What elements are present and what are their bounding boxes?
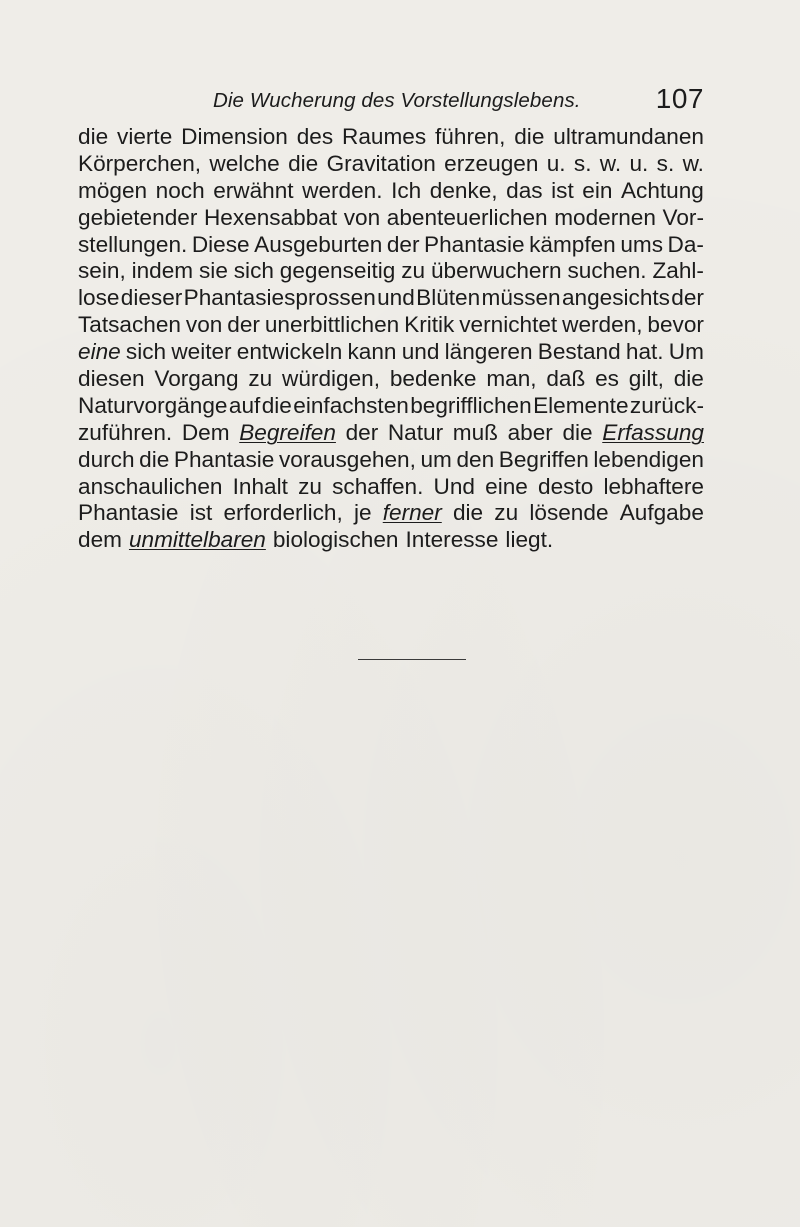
text-line-12 — [78, 420, 704, 447]
word: hat. — [625, 339, 664, 365]
word: weiter — [171, 339, 232, 365]
word: die — [562, 419, 593, 445]
word: werden, — [562, 312, 643, 338]
word: Blüten — [416, 285, 481, 311]
word: die — [514, 124, 545, 149]
emphasis-eine: eine — [78, 339, 121, 365]
word: desto — [538, 473, 594, 499]
word: begrifflichen — [410, 392, 532, 418]
word: die — [452, 500, 484, 526]
word: Zahl- — [652, 258, 704, 284]
word: ist — [551, 177, 574, 203]
text-line-7 — [78, 285, 704, 312]
emphasis-unmittelbaren: unmittelbaren — [128, 527, 266, 553]
running-head — [78, 83, 704, 118]
word: Phantasie — [173, 446, 275, 472]
word: werden. — [302, 177, 383, 203]
word: es — [595, 366, 619, 392]
word: sich — [125, 339, 167, 365]
text-line-15 — [78, 500, 704, 527]
text-line-6 — [78, 258, 704, 285]
word: liegt. — [505, 527, 554, 553]
word: Tatsachen — [78, 312, 181, 338]
word: bevor — [647, 312, 704, 338]
word: einfachsten — [293, 392, 409, 418]
word: Phantasiesprossen — [183, 285, 376, 311]
word: Kritik — [404, 312, 455, 338]
word: lösende — [529, 500, 609, 526]
section-end-rule — [358, 659, 466, 660]
word: unerbittlichen — [264, 312, 400, 338]
text-line-11 — [78, 393, 704, 420]
word: von — [343, 204, 381, 230]
page-number: 107 — [655, 83, 704, 114]
word: vorausgehen, — [278, 446, 416, 472]
word: Vorgang — [154, 366, 239, 392]
word: sie — [199, 258, 228, 284]
word: noch — [155, 177, 205, 203]
word: ultramundanen — [553, 124, 704, 149]
word: erwähnt — [213, 177, 294, 203]
word: ums — [620, 231, 663, 257]
word: s. — [656, 150, 675, 176]
word: muß — [452, 419, 498, 445]
word: eine — [485, 473, 528, 499]
word: lose — [78, 285, 120, 311]
word: bedenke — [389, 366, 477, 392]
word: gegenseitig — [279, 258, 396, 284]
running-title: Die Wucherung des Vorstellungslebens. — [213, 89, 581, 112]
word: um — [420, 446, 452, 472]
word: der — [671, 285, 704, 311]
text-line-1 — [78, 124, 704, 151]
word: durch — [78, 446, 135, 472]
word: zu — [494, 500, 519, 526]
word: w. — [682, 150, 704, 176]
word: ein — [582, 177, 613, 203]
word: dieser — [120, 285, 183, 311]
word: welche — [209, 150, 280, 176]
word: Gravitation — [326, 150, 436, 176]
text-line-13 — [78, 447, 704, 474]
word: das — [506, 177, 543, 203]
word: führen, — [435, 124, 506, 149]
word: vierte — [117, 124, 173, 149]
word: Begriffen — [498, 446, 589, 472]
word: modernen — [554, 204, 656, 230]
word: suchen. — [567, 258, 647, 284]
text-line-10 — [78, 366, 704, 393]
word: Da- — [667, 231, 704, 257]
word: stellungen. — [78, 231, 188, 257]
word: sich — [233, 258, 274, 284]
word: Natur — [387, 419, 444, 445]
word: lebhaftere — [603, 473, 704, 499]
word: zu — [401, 258, 426, 284]
word: müssen — [481, 285, 561, 311]
word: Achtung — [620, 177, 704, 203]
word: gebietender — [78, 204, 198, 230]
word: sein, — [78, 258, 126, 284]
word: Diese — [191, 231, 250, 257]
text-line-3 — [78, 178, 704, 205]
word: Dem — [181, 419, 230, 445]
word: angesichts — [561, 285, 670, 311]
emphasis-ferner: ferner — [382, 500, 442, 526]
word: Dimension — [181, 124, 288, 149]
text-line-4 — [78, 205, 704, 232]
word: Ich — [391, 177, 422, 203]
word: und — [377, 285, 415, 311]
text-line-9 — [78, 339, 704, 366]
word: Vor- — [662, 204, 704, 230]
word: u. — [629, 150, 649, 176]
word: der — [227, 312, 260, 338]
word: Um — [668, 339, 704, 365]
word: w. — [599, 150, 622, 176]
word: anschaulichen — [78, 473, 223, 499]
word: den — [456, 446, 495, 472]
word: zurück- — [629, 392, 704, 418]
word: Phantasie — [78, 500, 179, 526]
word: die — [261, 392, 292, 418]
word: dem — [78, 527, 122, 553]
word: u. — [546, 150, 566, 176]
word: Phantasie — [424, 231, 525, 257]
word: überwuchern — [430, 258, 562, 284]
word: zu — [248, 366, 273, 392]
word: Körperchen, — [78, 150, 202, 176]
word: zuführen. — [78, 419, 173, 445]
word: kämpfen — [529, 231, 616, 257]
word: würdigen, — [282, 366, 381, 392]
emphasis-erfassung: Erfassung — [602, 419, 704, 445]
word: ist — [189, 500, 213, 526]
word: mögen — [78, 177, 148, 203]
word: der — [386, 231, 420, 257]
word: Und — [433, 473, 475, 499]
word: und — [401, 339, 440, 365]
emphasis-begreifen: Begreifen — [239, 419, 336, 445]
word: Aufgabe — [619, 500, 704, 526]
word: erzeugen — [444, 150, 539, 176]
word: Interesse — [405, 527, 499, 553]
word: Bestand — [537, 339, 621, 365]
word: Naturvorgänge — [78, 392, 228, 418]
word: aber — [507, 419, 553, 445]
word: kann — [347, 339, 397, 365]
word: man, — [486, 366, 537, 392]
word: Hexensabbat — [203, 204, 338, 230]
word: je — [353, 500, 372, 526]
word: vernichtet — [459, 312, 558, 338]
word: Inhalt — [232, 473, 288, 499]
word: Elemente — [533, 392, 629, 418]
word: die — [78, 124, 109, 149]
word: Raumes — [342, 124, 427, 149]
text-line-16 — [78, 527, 704, 554]
word: die — [139, 446, 170, 472]
word: auf — [228, 392, 261, 418]
word: erforderlich, — [223, 500, 343, 526]
word: der — [345, 419, 379, 445]
word: gilt, — [628, 366, 664, 392]
word: biologischen — [272, 527, 399, 553]
word: schaffen. — [332, 473, 424, 499]
word: des — [296, 124, 334, 149]
word: die — [288, 150, 319, 176]
word: die — [673, 366, 704, 392]
word: Ausgeburten — [254, 231, 383, 257]
word: indem — [131, 258, 194, 284]
word: diesen — [78, 366, 145, 392]
word: denke, — [429, 177, 498, 203]
text-line-14 — [78, 474, 704, 501]
text-line-2 — [78, 151, 704, 178]
text-line-8 — [78, 312, 704, 339]
word: zu — [298, 473, 322, 499]
word: daß — [546, 366, 586, 392]
word: s. — [573, 150, 592, 176]
text-line-5 — [78, 232, 704, 259]
word: lebendigen — [593, 446, 704, 472]
word: längeren — [444, 339, 533, 365]
body-text — [78, 124, 704, 554]
word: entwickeln — [236, 339, 343, 365]
word: von — [185, 312, 223, 338]
word: abenteuerlichen — [386, 204, 548, 230]
